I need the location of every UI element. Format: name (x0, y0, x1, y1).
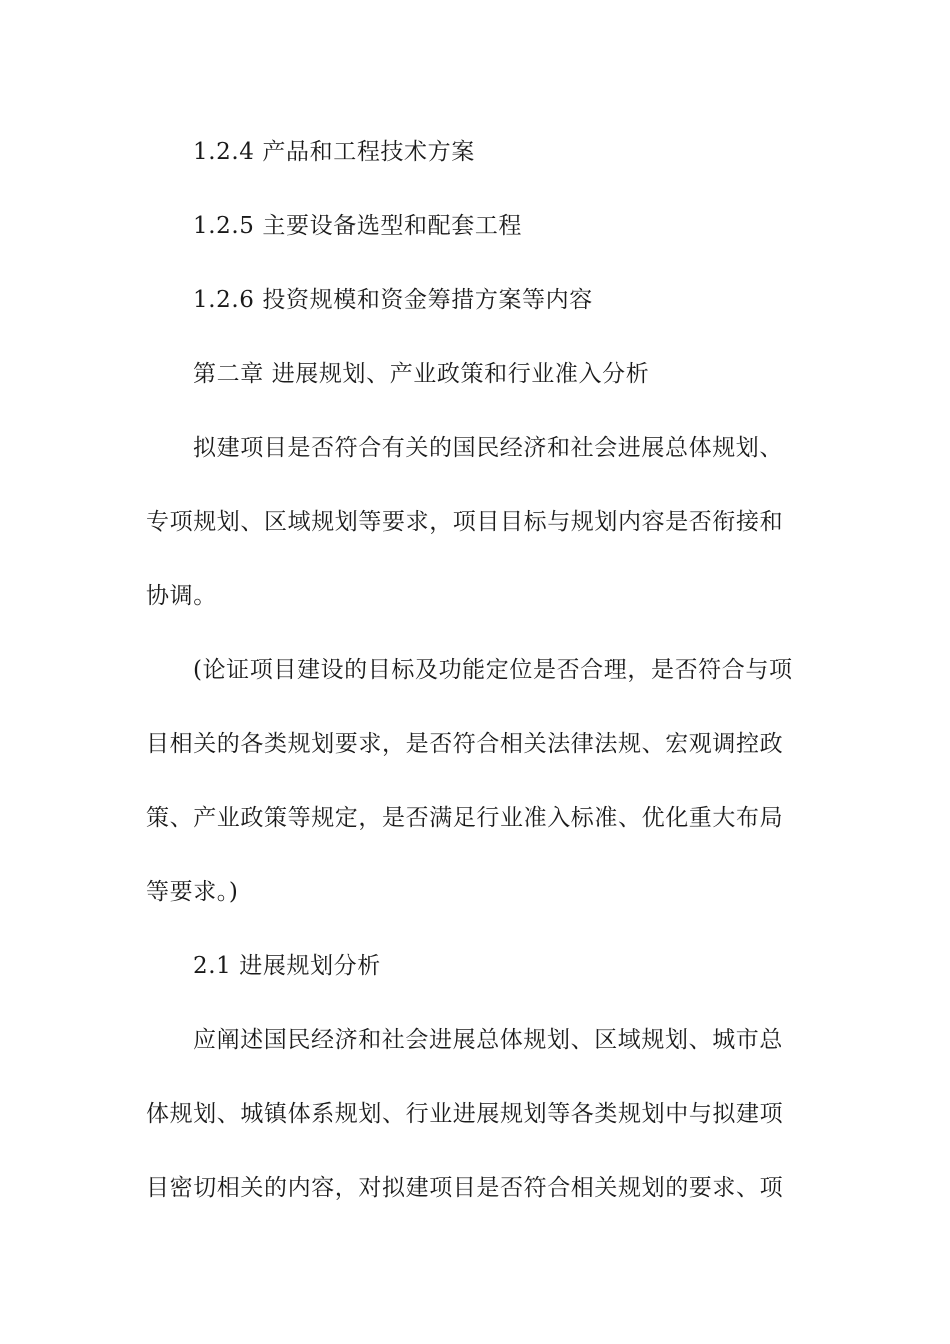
paragraph-line: 专项规划、区域规划等要求，项目目标与规划内容是否衔接和 (146, 509, 784, 535)
paragraph-line: 应阐述国民经济和社会进展总体规划、区域规划、城市总 (193, 1027, 783, 1053)
heading-1-2-4: 1.2.4 产品和工程技术方案 (193, 139, 475, 165)
heading-2-1: 2.1 进展规划分析 (193, 953, 381, 979)
chapter-2-title: 第二章 进展规划、产业政策和行业准入分析 (193, 361, 650, 387)
paragraph-line: 等要求。) (146, 879, 239, 905)
heading-1-2-5: 1.2.5 主要设备选型和配套工程 (193, 213, 523, 239)
paragraph-line: 协调。 (146, 583, 217, 609)
paragraph-line: 拟建项目是否符合有关的国民经济和社会进展总体规划、 (193, 435, 783, 461)
heading-1-2-6: 1.2.6 投资规模和资金筹措方案等内容 (193, 287, 593, 313)
paragraph-line: 策、产业政策等规定，是否满足行业准入标准、优化重大布局 (146, 805, 784, 831)
paragraph-line: 体规划、城镇体系规划、行业进展规划等各类规划中与拟建项 (146, 1101, 784, 1127)
paragraph-line: 目密切相关的内容，对拟建项目是否符合相关规划的要求、项 (146, 1175, 784, 1201)
paragraph-line: (论证项目建设的目标及功能定位是否合理，是否符合与项 (193, 657, 793, 683)
paragraph-line: 目相关的各类规划要求，是否符合相关法律法规、宏观调控政 (146, 731, 784, 757)
